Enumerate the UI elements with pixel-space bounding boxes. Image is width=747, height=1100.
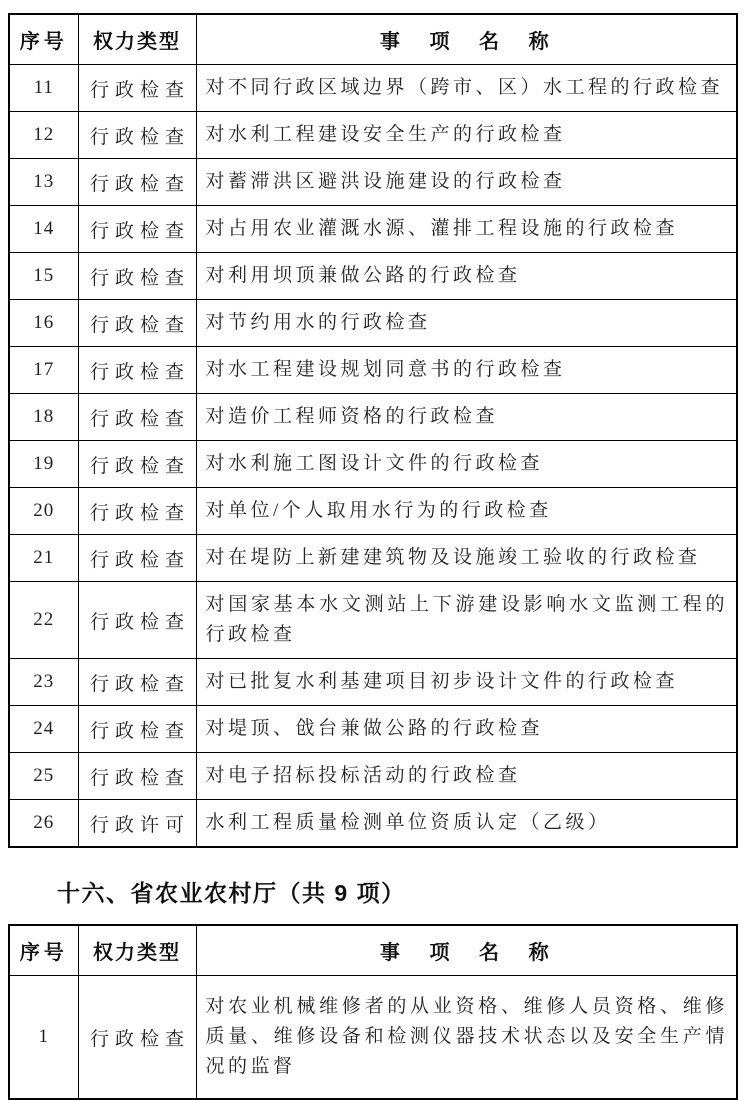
table-row [9,488,737,535]
power-type-cell: 行政检查 [78,753,196,800]
item-name-cell: 对电子招标投标活动的行政检查 [196,753,737,800]
serial-no-cell: 13 [9,159,78,206]
table-row [9,582,737,659]
serial-no-cell: 21 [9,535,78,582]
table-row [9,706,737,753]
serial-no-cell: 11 [9,65,78,112]
power-type-cell: 行政检查 [78,206,196,253]
table-row [9,976,737,1100]
column-header-serial-no: 序号 [9,925,78,976]
power-type-cell: 行政检查 [78,300,196,347]
section-heading-agriculture-dept: 十六、省农业农村厅（共 9 项） [57,880,406,906]
power-type-cell: 行政检查 [78,535,196,582]
table-row [9,112,737,159]
serial-no-cell: 1 [9,976,78,1100]
serial-no-cell: 14 [9,206,78,253]
table-row [9,347,737,394]
serial-no-cell: 24 [9,706,78,753]
item-name-cell: 对蓄滞洪区避洪设施建设的行政检查 [196,159,737,206]
item-name-cell: 对造价工程师资格的行政检查 [196,394,737,441]
table-row [9,65,737,112]
power-type-cell: 行政检查 [78,976,196,1100]
item-name-cell: 对利用坝顶兼做公路的行政检查 [196,253,737,300]
table-row [9,300,737,347]
table-row [9,394,737,441]
power-items-table-agriculture-dept [8,924,738,1100]
power-type-cell: 行政检查 [78,659,196,706]
item-name-cell: 对单位/个人取用水行为的行政检查 [196,488,737,535]
table-header-row [9,925,737,976]
power-type-cell: 行政检查 [78,253,196,300]
table-row [9,659,737,706]
power-type-cell: 行政许可 [78,800,196,848]
serial-no-cell: 25 [9,753,78,800]
serial-no-cell: 23 [9,659,78,706]
item-name-cell: 对节约用水的行政检查 [196,300,737,347]
item-name-cell: 对堤顶、戗台兼做公路的行政检查 [196,706,737,753]
item-name-cell: 水利工程质量检测单位资质认定（乙级） [196,800,737,848]
power-type-cell: 行政检查 [78,706,196,753]
table-row [9,441,737,488]
power-type-cell: 行政检查 [78,488,196,535]
serial-no-cell: 19 [9,441,78,488]
table-row [9,753,737,800]
item-name-cell: 对水利工程建设安全生产的行政检查 [196,112,737,159]
table-row [9,206,737,253]
item-name-cell: 对占用农业灌溉水源、灌排工程设施的行政检查 [196,206,737,253]
column-header-serial-no: 序号 [9,14,78,65]
column-header-power-type: 权力类型 [78,14,196,65]
serial-no-cell: 12 [9,112,78,159]
item-name-cell: 对水工程建设规划同意书的行政检查 [196,347,737,394]
table-row [9,535,737,582]
serial-no-cell: 15 [9,253,78,300]
power-type-cell: 行政检查 [78,112,196,159]
column-header-item-name: 事 项 名 称 [196,925,737,976]
column-header-item-name: 事 项 名 称 [196,14,737,65]
power-type-cell: 行政检查 [78,582,196,659]
table-header-row [9,14,737,65]
item-name-cell: 对农业机械维修者的从业资格、维修人员资格、维修质量、维修设备和检测仪器技术状态以及安全生产情况的监督 [196,976,737,1100]
power-type-cell: 行政检查 [78,159,196,206]
power-type-cell: 行政检查 [78,441,196,488]
table-row [9,159,737,206]
power-items-table-water-dept [8,13,738,848]
serial-no-cell: 16 [9,300,78,347]
item-name-cell: 对水利施工图设计文件的行政检查 [196,441,737,488]
power-type-cell: 行政检查 [78,347,196,394]
item-name-cell: 对已批复水利基建项目初步设计文件的行政检查 [196,659,737,706]
serial-no-cell: 22 [9,582,78,659]
power-type-cell: 行政检查 [78,394,196,441]
serial-no-cell: 17 [9,347,78,394]
table-row [9,800,737,848]
serial-no-cell: 20 [9,488,78,535]
item-name-cell: 对国家基本水文测站上下游建设影响水文监测工程的行政检查 [196,582,737,659]
column-header-power-type: 权力类型 [78,925,196,976]
table-row [9,253,737,300]
item-name-cell: 对在堤防上新建建筑物及设施竣工验收的行政检查 [196,535,737,582]
serial-no-cell: 26 [9,800,78,848]
serial-no-cell: 18 [9,394,78,441]
item-name-cell: 对不同行政区域边界（跨市、区）水工程的行政检查 [196,65,737,112]
power-type-cell: 行政检查 [78,65,196,112]
